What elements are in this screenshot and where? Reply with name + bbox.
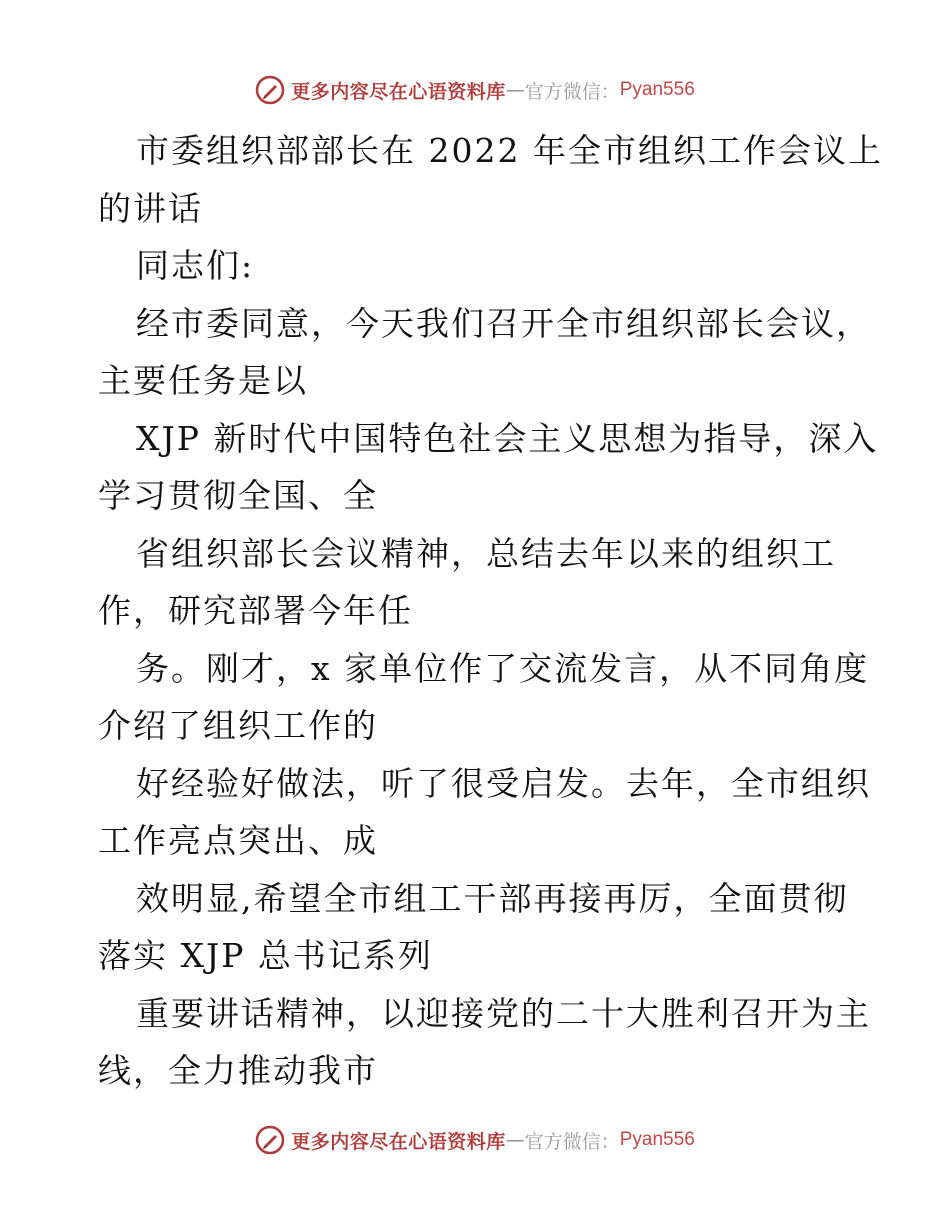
banner-wechat-label: 官方微信： <box>524 80 620 103</box>
footer-banner <box>0 1122 950 1158</box>
banner-dash: — <box>505 79 525 101</box>
paragraph-line: 好经验好做法，听了很受启发。去年，全市组织 <box>136 763 871 803</box>
document-body <box>98 122 883 1100</box>
salutation: 同志们: <box>136 246 255 285</box>
banner-dash: — <box>505 1129 525 1151</box>
paragraph-line: 效明显,希望全市组工干部再接再厉，全面贯彻 <box>136 878 849 918</box>
banner-main-text: 更多内容尽在心语资料库 <box>291 80 506 103</box>
paragraph-line: XJP 新时代中国特色社会主义思想为指导，深入 <box>136 418 879 458</box>
paragraph-line: 主要任务是以 <box>98 361 308 400</box>
doc-title-line-1: 市委组织部部长在 2022 年全市组织工作会议上 <box>136 131 883 170</box>
paragraph-line: 工作亮点突出、成 <box>98 821 378 860</box>
banner-wechat-id: Pyan556 <box>619 79 695 100</box>
paragraph-line: 线，全力推动我市 <box>98 1051 378 1090</box>
pen-logo-icon <box>255 75 285 105</box>
paragraph-line: 重要讲话精神，以迎接党的二十大胜利召开为主 <box>136 993 871 1033</box>
banner-wechat-id: Pyan556 <box>619 1129 695 1150</box>
pen-logo-icon <box>255 1125 285 1155</box>
paragraph-line: 省组织部长会议精神，总结去年以来的组织工 <box>136 533 836 573</box>
header-banner <box>0 72 950 108</box>
paragraph-line: 介绍了组织工作的 <box>98 706 378 745</box>
doc-title-line-2: 的讲话 <box>98 188 203 228</box>
paragraph-line: 经市委同意，今天我们召开全市组织部长会议， <box>136 303 871 343</box>
banner-wechat-label: 官方微信： <box>524 1130 620 1153</box>
banner-main-text: 更多内容尽在心语资料库 <box>291 1130 506 1153</box>
paragraph-line: 学习贯彻全国、全 <box>98 476 378 515</box>
paragraph-line: 落实 XJP 总书记系列 <box>98 936 433 975</box>
paragraph-line: 务。刚才，x 家单位作了交流发言，从不同角度 <box>136 648 870 688</box>
paragraph-line: 作，研究部署今年任 <box>98 591 413 630</box>
